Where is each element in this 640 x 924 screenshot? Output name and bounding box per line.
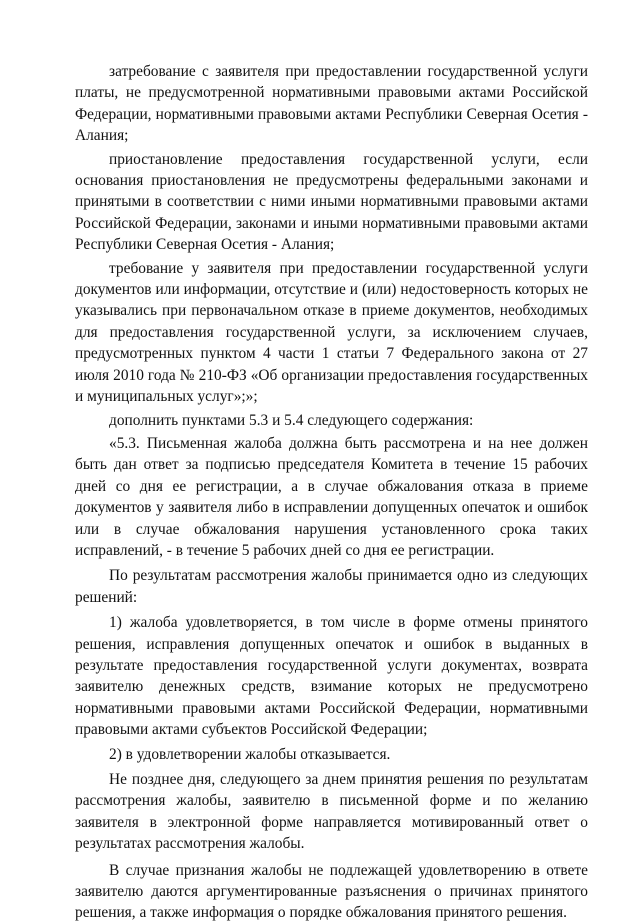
paragraph-add-points: дополнить пунктами 5.3 и 5.4 следующего содержания:	[109, 411, 474, 429]
paragraph-response-deadline: Не позднее дня, следующего за днем принятия решения по результатам рассмотрения жалобы, заявителю в письменной форме и по желанию заявителя в электронной форме направляется мотивированный ответ о результатах рассмотрения жалобы.	[75, 771, 588, 853]
paragraph-decision-2: 2) в удовлетворении жалобы отказывается.	[109, 745, 391, 763]
paragraph-document-requirement: требование у заявителя при предоставлении государственной услуги документов или информации, отсутствие и (или) недостоверность которых не указывались при первоначальном отказе в приеме документов, необходимых для предоставления государственной услуги, за исключением случаев, предусмотренных пунктом 4 части 1 статьи 7 Федерального закона от 27 июля 2010 года № 210-ФЗ «Об организации предоставления государственных и муниципальных услуг»;»;	[75, 259, 588, 406]
paragraph-point-5-3: «5.3. Письменная жалоба должна быть рассмотрена и на нее должен быть дан ответ за подписью председателя Комитета в течение 15 рабочих дней со дня ее регистрации, а в случае обжалования отказа в приеме документов у заявителя либо в исправлении допущенных опечаток и ошибок или в случае обжалования нарушения установленного срока таких исправлений, - в течение 5 рабочих дней со дня ее регистрации.	[75, 434, 588, 559]
paragraph-fee-demand: затребование с заявителя при предоставлении государственной услуги платы, не предусмотренной нормативными правовыми актами Российской Федерации, нормативными правовыми актами Республики Северная Осетия - Алания;	[75, 63, 588, 145]
paragraph-suspension: приостановление предоставления государственной услуги, если основания приостановления не предусмотрены федеральными законами и принятыми в соответствии с ними иными нормативными правовыми актами Российской Федерации, законами и иными нормативными правовыми актами Республики Северная Осетия - Алания;	[75, 150, 588, 254]
paragraph-rejection-explanation: В случае признания жалобы не подлежащей удовлетворению в ответе заявителю даются аргументированные разъяснения о причинах принятого решения, а также информация о порядке обжалования принятого решения.	[75, 861, 588, 922]
paragraph-review-results: По результатам рассмотрения жалобы принимается одно из следующих решений:	[75, 567, 588, 606]
document-body	[75, 61, 588, 924]
paragraph-decision-1: 1) жалоба удовлетворяется, в том числе в форме отмены принятого решения, исправления допущенных опечаток и ошибок в выданных в результате предоставления государственной услуги документах, возврата заявителю денежных средств, взимание которых не предусмотрено нормативными правовыми актами Российской Федерации, нормативными правовыми актами субъектов Российской Федерации;	[75, 614, 588, 739]
